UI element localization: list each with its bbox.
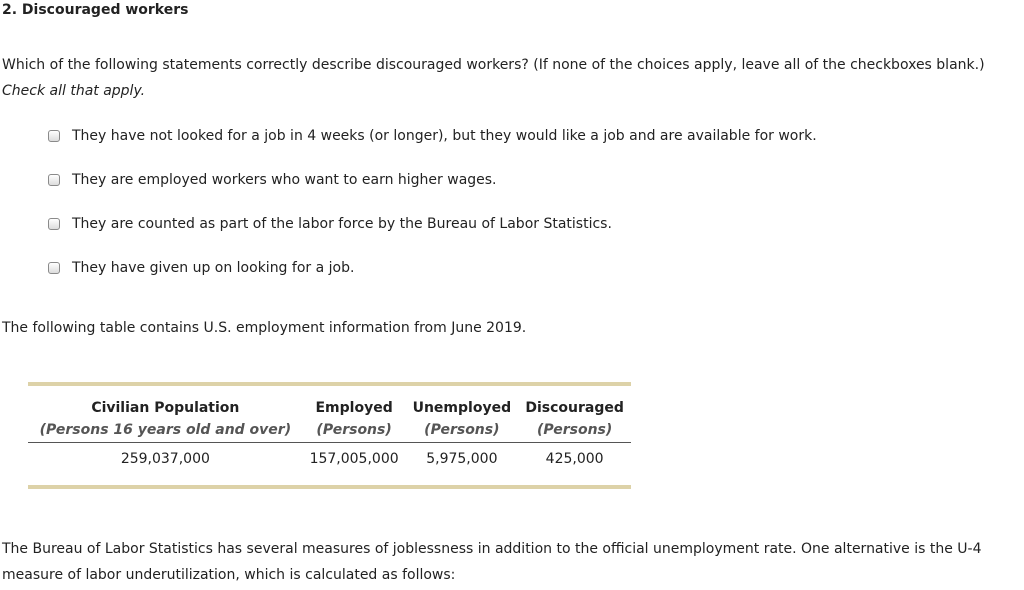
column-subheader: (Persons 16 years old and over) [39, 422, 292, 438]
column-header-unemployed: Unemployed [412, 400, 512, 416]
choice-item[interactable] [48, 214, 817, 234]
checkbox[interactable] [48, 130, 60, 142]
column-header-employed: Employed [315, 400, 393, 416]
column-header-discouraged: Discouraged [525, 400, 624, 416]
table-intro: The following table contains U.S. employment information from June 2019. [2, 320, 527, 336]
employment-table [28, 382, 631, 489]
question-prompt [2, 52, 1017, 104]
choice-list [48, 126, 817, 302]
checkbox[interactable] [48, 174, 60, 186]
prompt-instruction: Check all that apply. [2, 83, 146, 99]
question-title: 2. Discouraged workers [2, 2, 189, 18]
column-subheader: (Persons) [536, 422, 613, 438]
unemployed-value: 5,975,000 [426, 451, 498, 467]
table-bottom-bar [28, 485, 631, 489]
checkbox[interactable] [48, 218, 60, 230]
column-subheader: (Persons) [316, 422, 392, 438]
column-subheader: (Persons) [424, 422, 500, 438]
table-row [28, 443, 631, 486]
choice-item[interactable] [48, 258, 817, 278]
employed-value: 157,005,000 [309, 451, 399, 467]
choice-item[interactable] [48, 126, 817, 146]
column-header-civilian-population: Civilian Population [91, 400, 240, 416]
civilian-population-value: 259,037,000 [120, 451, 210, 467]
choice-item[interactable] [48, 170, 817, 190]
checkbox[interactable] [48, 262, 60, 274]
choice-label[interactable]: They have given up on looking for a job. [72, 260, 355, 276]
prompt-text: Which of the following statements correctly describe discouraged workers? (If none of the choices apply, leave all of the checkboxes blank.) [2, 57, 985, 73]
choice-label[interactable]: They are counted as part of the labor force by the Bureau of Labor Statistics. [72, 216, 612, 232]
footer-text: The Bureau of Labor Statistics has several measures of joblessness in addition to the official unemployment rate. One alternative is the U-4 measure of labor underutilization, which is calculated as follows: [2, 541, 982, 583]
discouraged-value: 425,000 [545, 451, 604, 467]
choice-label[interactable]: They are employed workers who want to earn higher wages. [72, 172, 497, 188]
choice-label[interactable]: They have not looked for a job in 4 weeks (or longer), but they would like a job and are available for work. [72, 128, 817, 144]
